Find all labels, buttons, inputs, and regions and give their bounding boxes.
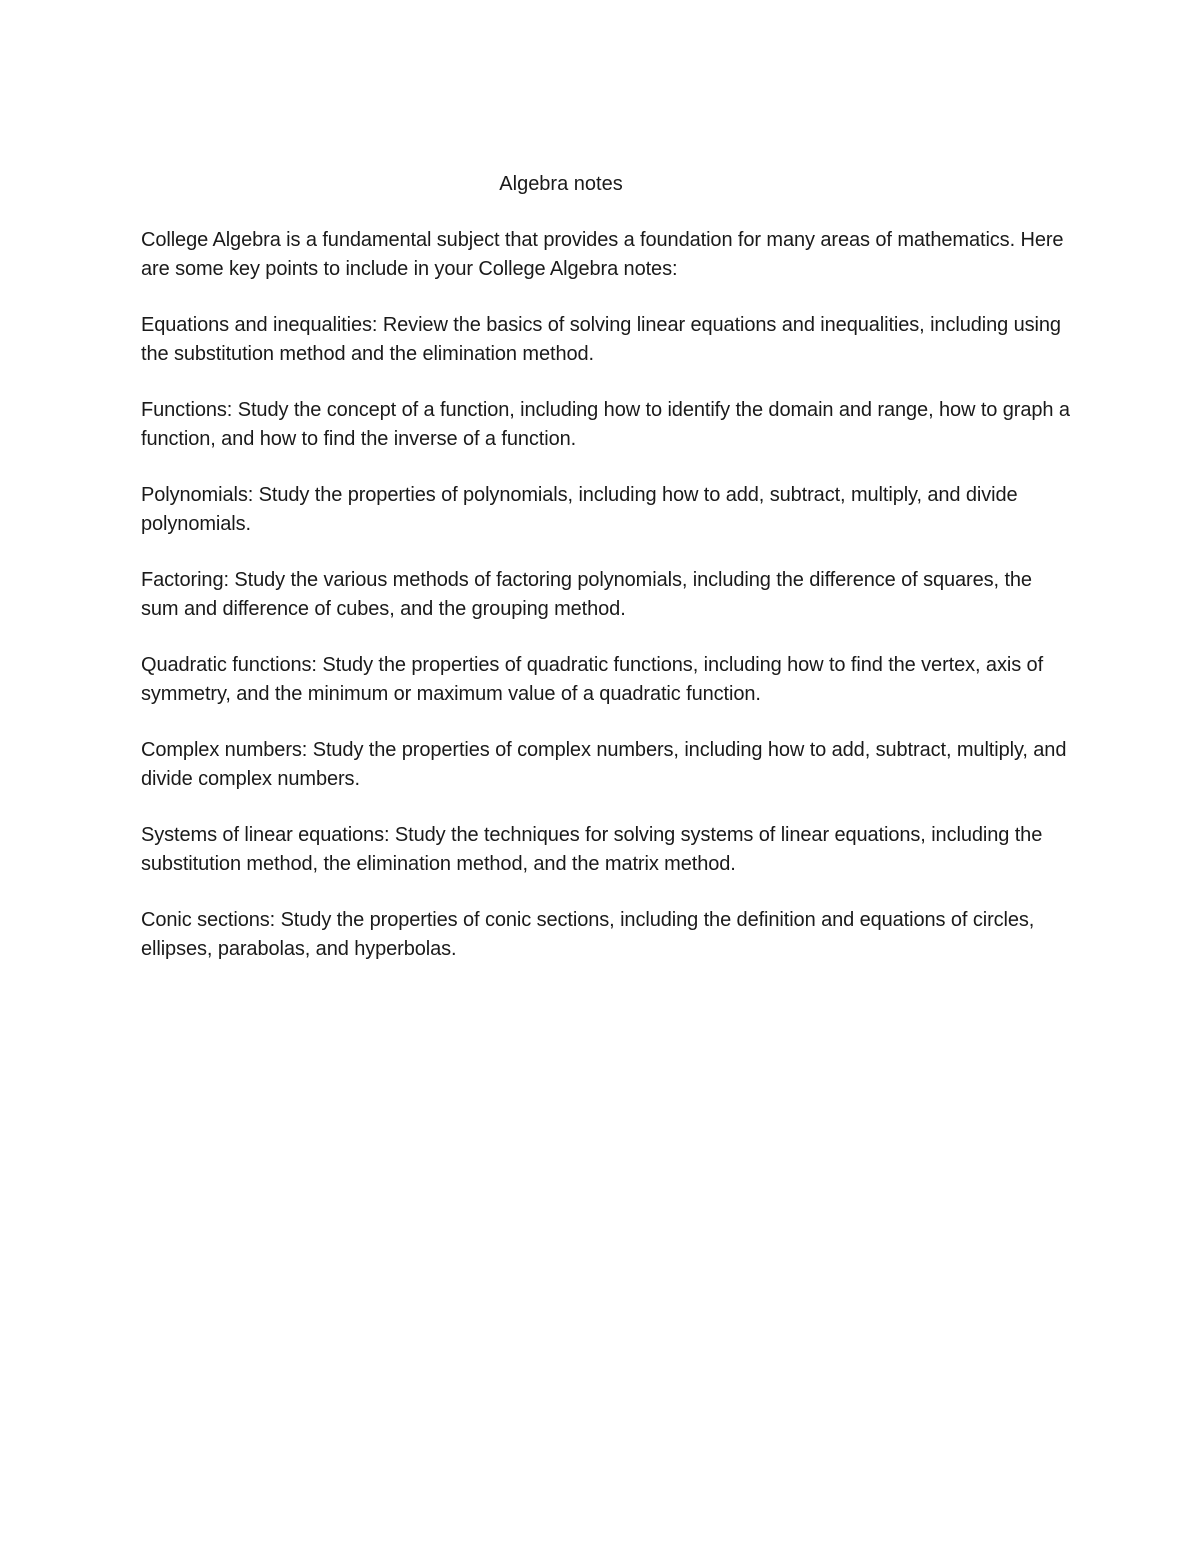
paragraph-conic-sections: Conic sections: Study the properties of conic sections, including the definition and equations of circles, ellipses, parabolas, and hyperbolas. [141,909,1035,960]
intro-paragraph: College Algebra is a fundamental subject that provides a foundation for many areas of mathematics. Here are some key points to include in your College Algebra notes: [141,229,1064,280]
paragraph-functions: Functions: Study the concept of a function, including how to identify the domain and range, how to graph a function, and how to find the inverse of a function. [141,399,1070,450]
paragraph-equations-inequalities: Equations and inequalities: Review the basics of solving linear equations and inequalities, including using the substitution method and the elimination method. [141,314,1061,365]
paragraph-quadratic-functions: Quadratic functions: Study the properties of quadratic functions, including how to find the vertex, axis of symmetry, and the minimum or maximum value of a quadratic function. [141,654,1044,705]
document-body [141,226,1071,991]
paragraph-polynomials: Polynomials: Study the properties of polynomials, including how to add, subtract, multiply, and divide polynomials. [141,484,1018,535]
document-title: Algebra notes [499,173,623,195]
paragraph-complex-numbers: Complex numbers: Study the properties of complex numbers, including how to add, subtract, multiply, and divide complex numbers. [141,739,1067,790]
paragraph-factoring: Factoring: Study the various methods of factoring polynomials, including the difference of squares, the sum and difference of cubes, and the grouping method. [141,569,1032,620]
paragraph-systems-linear-equations: Systems of linear equations: Study the techniques for solving systems of linear equations, including the substitution method, the elimination method, and the matrix method. [141,824,1043,875]
